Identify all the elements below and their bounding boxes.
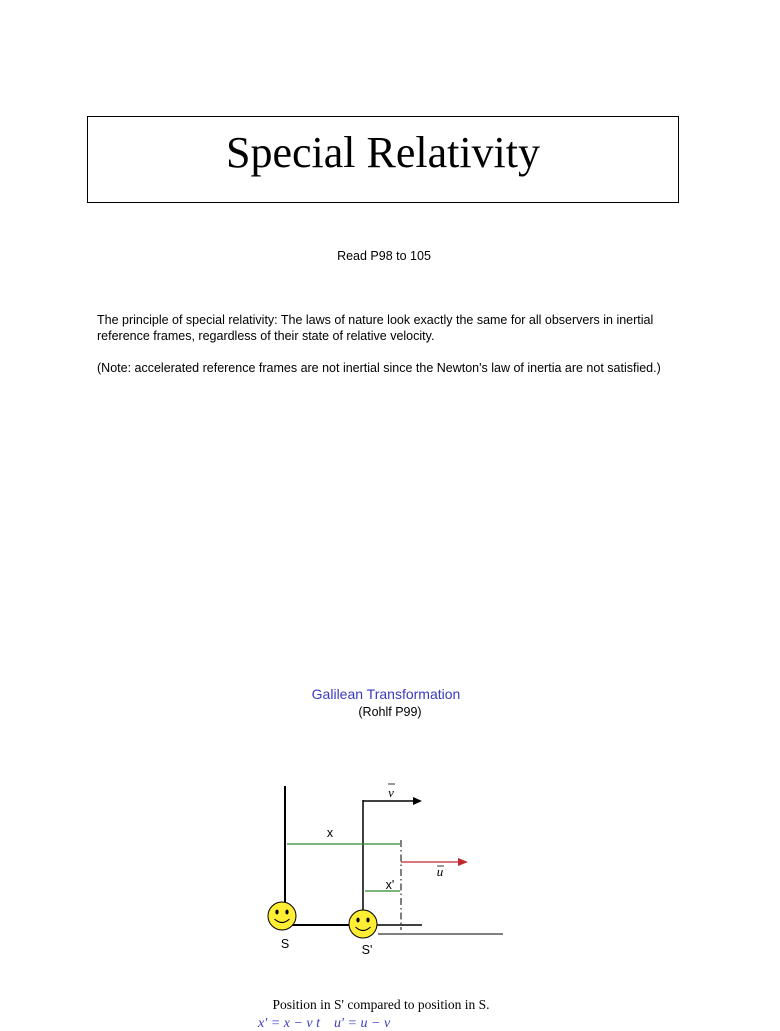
reading-assignment: Read P98 to 105 <box>337 249 431 263</box>
x-prime-label: x' <box>385 878 395 892</box>
principle-paragraph: The principle of special relativity: The laws of nature look exactly the same for all observers in inertial reference frames, regardless of their state of relative velocity. <box>97 313 654 343</box>
page-title: Special Relativity <box>225 128 541 177</box>
observer-s-prime-smiley-icon <box>349 910 377 938</box>
section-citation: (Rohlf P99) <box>358 705 422 719</box>
section-heading-galilean: Galilean Transformation <box>311 686 461 702</box>
velocity-u-arrowhead <box>458 858 468 866</box>
title-box <box>87 116 679 203</box>
velocity-v-label: v <box>388 785 394 800</box>
velocity-u-label: u <box>436 864 444 879</box>
observer-s-smiley-icon <box>268 902 296 930</box>
s-frame-label: S <box>280 937 290 951</box>
diagram-caption: Position in S' compared to position in S. <box>272 997 490 1012</box>
galilean-frames-diagram <box>0 770 768 970</box>
x-label: x <box>326 826 334 840</box>
equation-cutoff-fragment: x′ = x − v t u′ = u − v <box>258 1016 391 1031</box>
s-prime-frame-label: S' <box>361 943 373 957</box>
velocity-v-arrowhead <box>413 797 422 805</box>
note-paragraph: (Note: accelerated reference frames are not inertial since the Newton's law of inertia are not satisfied.) <box>97 361 661 375</box>
